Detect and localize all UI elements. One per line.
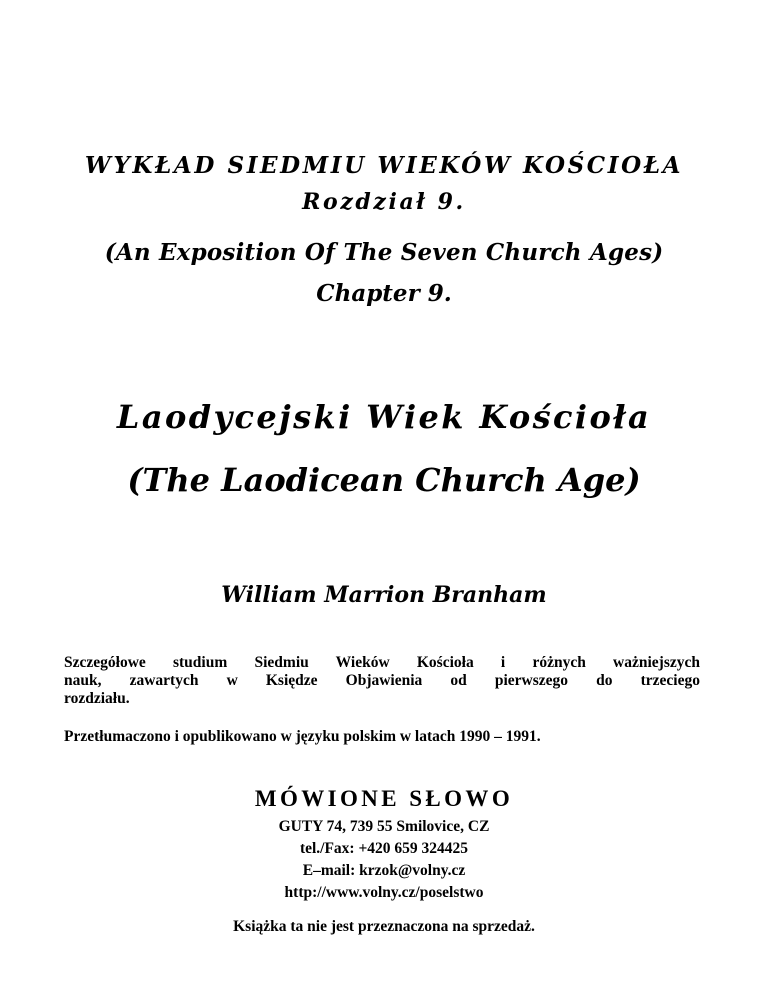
not-for-sale-notice: Książka ta nie jest przeznaczona na sprzedaż. bbox=[233, 918, 535, 935]
publisher-phone: tel./Fax: +420 659 324425 bbox=[299, 840, 469, 857]
main-title-english: (The Laodicean Church Age) bbox=[127, 461, 641, 499]
main-title-polish: Laodycejski Wiek Kościoła bbox=[116, 398, 652, 436]
publisher-address: GUTY 74, 739 55 Smilovice, CZ bbox=[278, 818, 490, 835]
series-title-polish: WYKŁAD SIEDMIU WIEKÓW KOŚCIOŁA bbox=[84, 152, 684, 179]
description-paragraph bbox=[64, 654, 700, 708]
description-line: Szczegółowe studium Siedmiu Wieków Kościoła i różnych ważniejszych bbox=[64, 654, 700, 671]
description-line: nauk, zawartych w Księdze Objawienia od pierwszego do trzeciego bbox=[64, 672, 700, 689]
chapter-number-polish: Rozdział 9. bbox=[302, 189, 466, 215]
translation-note: Przetłumaczono i opublikowano w języku polskim w latach 1990 – 1991. bbox=[64, 728, 541, 745]
publisher-email: E–mail: krzok@volny.cz bbox=[302, 862, 466, 879]
description-line: rozdziału. bbox=[64, 690, 130, 707]
publisher-website: http://www.volny.cz/poselstwo bbox=[284, 884, 484, 901]
chapter-number-english: Chapter 9. bbox=[316, 280, 452, 307]
series-title-english: (An Exposition Of The Seven Church Ages) bbox=[104, 239, 664, 266]
publisher-name: MÓWIONE SŁOWO bbox=[254, 786, 514, 811]
author-name: William Marrion Branham bbox=[221, 582, 547, 608]
